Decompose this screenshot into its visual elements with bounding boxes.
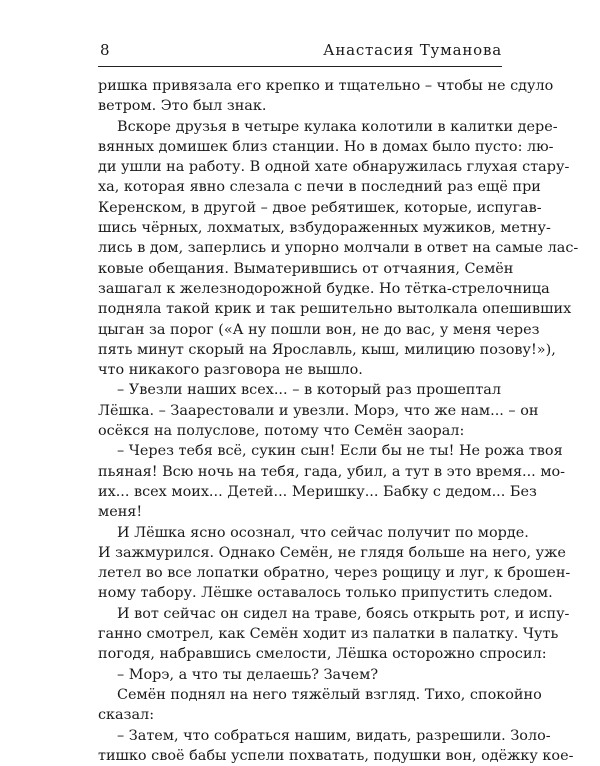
text-line: – Увезли наших всех... – в который раз прошептал: [117, 382, 501, 399]
text-line: Лёшка. – Заарестовали и увезли. Морэ, что же нам... – он: [98, 402, 539, 419]
text-line: Керенском, в другой – двое ребятишек, которые, испугав-: [98, 199, 542, 216]
page-number: 8: [100, 41, 110, 59]
text-line: – Через тебя всё, сукин сын! Если бы не ты! Не рожа твоя: [117, 443, 563, 460]
text-line: подняла такой крик и так решительно вытолкала опешивших: [98, 301, 572, 318]
text-line: цыган за порог («А ну пошли вон, не до вас, у меня через: [98, 321, 540, 338]
text-line: сказал:: [98, 707, 155, 724]
text-line: И Лёшка ясно осознал, что сейчас получит по морде.: [117, 524, 529, 541]
text-line: что никакого разговора не вышло.: [98, 362, 363, 379]
text-line: ришка привязала его крепко и тщательно – чтобы не сдуло: [98, 78, 554, 94]
text-line: ганно смотрел, как Семён ходит из палатки в палатку. Чуть: [98, 626, 559, 643]
text-line: погодя, набравшись смелости, Лёшка осторожно спросил:: [98, 646, 547, 663]
text-line: И вот сейчас он сидел на траве, боясь открыть рот, и испу-: [117, 605, 570, 622]
text-line: Семён поднял на него тяжёлый взгляд. Тихо, спокойно: [117, 686, 542, 703]
text-line: вянных домишек близ станции. Но в домах было пусто: лю-: [98, 138, 554, 155]
text-line: – Затем, что собраться нашим, видать, разрешили. Золо-: [117, 727, 551, 744]
text-line: ковые обещания. Выматерившись от отчаяния, Семён: [98, 260, 514, 277]
text-line: зашагал к железнодорожной будке. Но тётка-стрелочница: [98, 280, 550, 297]
text-line: лись в дом, заперлись и упорно молчали в ответ на самые лас-: [98, 240, 579, 257]
text-line: ха, которая явно слезала с печи в последний раз ещё при: [98, 179, 541, 196]
text-line: пьяная! Всю ночь на тебя, гада, убил, а тут в это время... мо-: [98, 463, 566, 480]
text-line: шись чёрных, лохматых, взбудораженных мужиков, метну-: [98, 220, 551, 237]
text-line: И зажмурился. Однако Семён, не глядя больше на него, уже: [98, 544, 566, 561]
text-line: пять минут скорый на Ярославль, кыш, милицию позову!»),: [98, 341, 556, 358]
text-line: – Морэ, а что ты делаешь? Зачем?: [117, 666, 379, 683]
text-line: меня!: [98, 504, 143, 521]
text-line: ветром. Это был знак.: [98, 98, 267, 115]
text-line: Вскоре друзья в четыре кулака колотили в калитки дере-: [117, 118, 558, 135]
text-line: летел во все лопатки обратно, через рощицу и луг, к брошен-: [98, 565, 571, 582]
body-text: [98, 76, 579, 766]
running-head-author: Анастасия Туманова: [323, 41, 502, 59]
text-line: ному табору. Лёшке оставалось только припустить следом.: [98, 585, 553, 602]
text-line: ди ушли на работу. В одной хате обнаружилась глухая стару-: [98, 159, 570, 176]
text-line: их... всех моих... Детей... Меришку... Бабку с дедом... Без: [98, 483, 537, 500]
page-header: [98, 40, 502, 67]
text-line: осёкся на полуслове, потому что Семён заорал:: [98, 423, 465, 440]
text-line: тишко своё бабы успели похватать, подушки вон, одёжку кое-: [98, 747, 574, 764]
